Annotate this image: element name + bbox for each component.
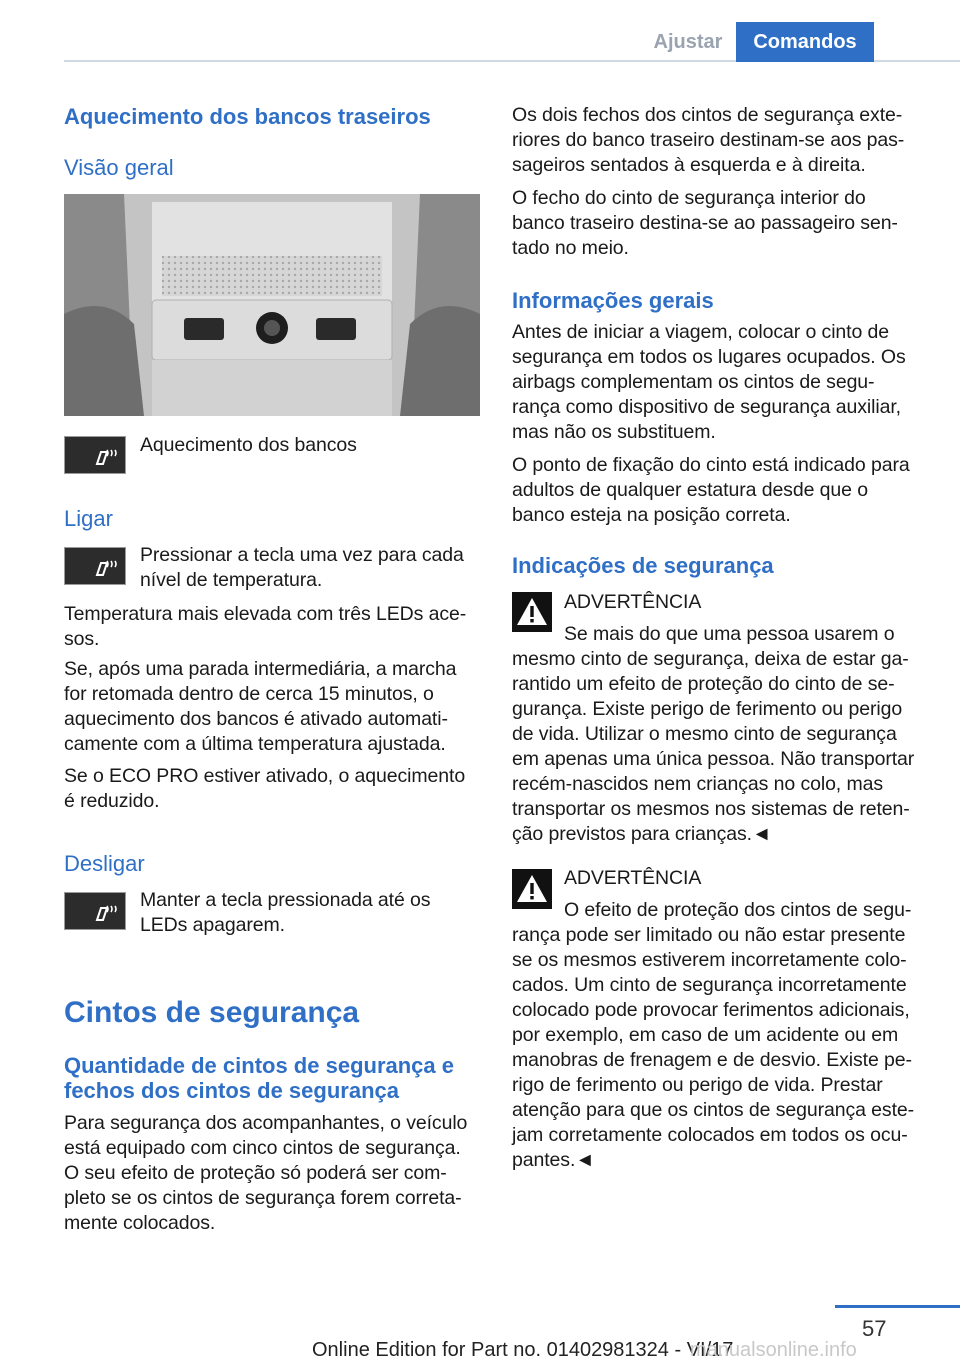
ligar-paragraph-2: Se, após uma parada intermediária, a marcha for retomada dentro de cerca 15 minutos, o aquecimento dos bancos é ativado automati‐ camente com a última temperatura ajustada. xyxy=(64,658,457,755)
footer-rule xyxy=(835,1305,960,1308)
warning-2-title: ADVERTÊNCIA xyxy=(564,867,702,889)
belts-paragraph-1: Para segurança dos acompanhantes, o veículo está equipado com cinco cintos de segurança. O seu efeito de proteção só poderá ser com‐ pleto se os cintos de segurança forem correta‐ mente colocados. xyxy=(64,1112,468,1234)
warning-1-title: ADVERTÊNCIA xyxy=(564,591,702,613)
warning-icon xyxy=(512,592,552,632)
tab-ajustar[interactable]: Ajustar xyxy=(653,31,723,53)
rear-console-illustration xyxy=(64,194,480,416)
heading-safety-notes: Indicações de segurança xyxy=(512,553,774,578)
warning-2-first-line: O efeito de proteção dos cintos de segu‐ xyxy=(564,899,912,921)
ligar-instruction: Pressionar a tecla uma vez para cada nível de temperatura. xyxy=(140,544,464,591)
heading-seatbelts: Cintos de segurança xyxy=(64,996,360,1029)
warning-2-body: rança pode ser limitado ou não estar presente se os mesmos estiverem incorretamente colo‐ cados. Um cinto de segurança incorretamente colocado pode provocar ferimentos adicionais, por exemplo, em caso de um acidente ou em manobras de frenagem e de desvio. Existe pe‐ rigo de ferimento ou perigo de vida. Prestar atenção para que os cintos de segurança este‐ jam corretamente colocados em todos os ocu‐ pantes.◄ xyxy=(512,924,915,1171)
info-paragraph-2: O ponto de fixação do cinto está indicado para adultos de qualquer estatura desde que o banco esteja na posição correta. xyxy=(512,454,910,526)
section-title-rear-seat-heating: Aquecimento dos bancos traseiros xyxy=(64,104,431,129)
seat-heating-button-icon xyxy=(64,547,126,585)
heading-general-info: Informações gerais xyxy=(512,288,714,313)
heading-overview: Visão geral xyxy=(64,155,174,180)
info-paragraph-1: Antes de iniciar a viagem, colocar o cinto de segurança em todos os lugares ocupados. Os airbags complementam os cintos de segu‐ rança como dispositivo de segurança auxiliar, mas não os substituem. xyxy=(512,321,906,443)
subheading-belt-quantity: Quantidade de cintos de segurança e fechos dos cintos de segurança xyxy=(64,1053,454,1103)
tab-comandos[interactable]: Comandos xyxy=(736,22,874,62)
warning-1-first-line: Se mais do que uma pessoa usarem o xyxy=(564,623,895,645)
warning-icon xyxy=(512,869,552,909)
right-paragraph-1: Os dois fechos dos cintos de segurança exte‐ riores do banco traseiro destinam-se aos pas‐ sageiros sentados à esquerda e à direita. xyxy=(512,104,905,176)
warning-1-body: mesmo cinto de segurança, deixa de estar ga‐ rantido um efeito de proteção do cinto de se‐ gurança. Existe perigo de ferimento ou perigo de vida. Utilizar o mesmo cinto de segurança em apenas uma única pessoa. Não transportar recém-nascidos nem crianças no colo, mas transportar os mesmos nos sistemas de reten‐ ção previstos para crianças.◄ xyxy=(512,648,915,845)
page-number: 57 xyxy=(862,1316,887,1341)
heading-ligar: Ligar xyxy=(64,506,113,531)
seat-heating-button-icon xyxy=(64,436,126,474)
seat-heating-button-icon xyxy=(64,892,126,930)
heading-desligar: Desligar xyxy=(64,851,145,876)
edition-note: Online Edition for Part no. 01402981324 - VI/17 xyxy=(312,1339,734,1361)
right-paragraph-2: O fecho do cinto de segurança interior do banco traseiro destina-se ao passageiro sen‐ tado no meio. xyxy=(512,187,898,259)
ligar-paragraph-1: Temperatura mais elevada com três LEDs ace‐ sos. xyxy=(64,603,467,650)
desligar-instruction: Manter a tecla pressionada até os LEDs apagarem. xyxy=(140,889,431,936)
rear-console-photo xyxy=(64,194,480,416)
icon-caption: Aquecimento dos bancos xyxy=(140,434,357,456)
watermark: manualsonline.info xyxy=(690,1339,857,1361)
ligar-paragraph-3: Se o ECO PRO estiver ativado, o aquecimento é reduzido. xyxy=(64,765,466,812)
